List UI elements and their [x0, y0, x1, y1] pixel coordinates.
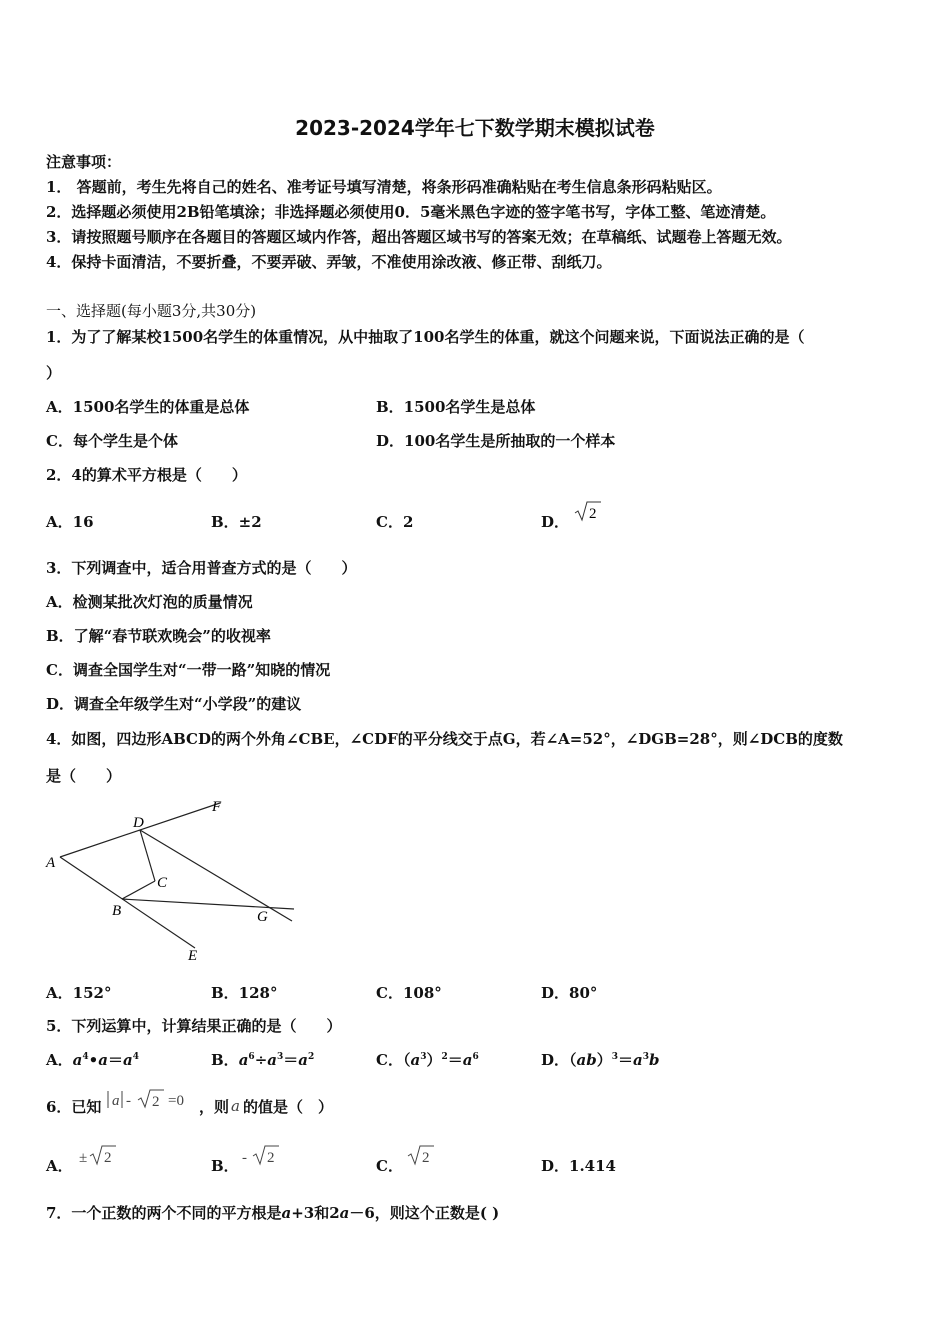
- q2-option-d: D．: [541, 513, 570, 531]
- segment-CB: [122, 881, 155, 899]
- q7-var-1: a: [281, 1204, 292, 1222]
- q4-geometry-figure: [40, 795, 300, 970]
- q5-option-b: B．$a^6\div a^3=a^2$: [211, 1051, 315, 1069]
- q6-b-minus: -: [242, 1150, 247, 1166]
- q6-option-a-math: [78, 1142, 118, 1168]
- q1-stem-end: ）: [46, 364, 62, 382]
- q7-stem-part1: 7．一个正数的两个不同的平方根是: [46, 1204, 282, 1222]
- q5-option-d: D．$(ab)^3=a^3b$: [541, 1051, 660, 1069]
- q1-option-c: C．每个学生是个体: [46, 432, 178, 450]
- label-D: D: [133, 815, 144, 831]
- q6-eq-radicand: 2: [152, 1094, 160, 1110]
- q6-option-a: A．: [46, 1157, 73, 1175]
- q1-stem: 1．为了了解某校1500名学生的体重情况，从中抽取了100名学生的体重，就这个问题来说，下面说法正确的是（: [46, 328, 805, 346]
- notice-heading: 注意事项：: [46, 153, 122, 171]
- q5-stem: 5．下列运算中，计算结果正确的是（ ）: [46, 1017, 342, 1035]
- q1-option-b: B．1500名学生是总体: [376, 398, 536, 416]
- q4-stem: 4．如图，四边形ABCD的两个外角∠CBE，∠CDF的平分线交于点G，若∠A=52°，∠DGB=28°，则∠DCB的度数: [46, 730, 843, 748]
- q2-sqrt2-expression: [573, 499, 603, 523]
- label-A: A: [46, 855, 56, 871]
- q1-option-a: A．1500名学生的体重是总体: [46, 398, 250, 416]
- q7-var-2: a: [339, 1204, 350, 1222]
- q4-option-d: D．80°: [541, 984, 598, 1002]
- q1-option-d: D．100名学生是所抽取的一个样本: [376, 432, 616, 450]
- page-title: 2023-2024学年七下数学期末模拟试卷: [295, 116, 655, 140]
- q2-stem: 2．4的算术平方根是（ ）: [46, 466, 247, 484]
- q6-stem-suffix: ，则: [199, 1098, 230, 1116]
- svg-text:=0: =0: [168, 1093, 184, 1109]
- q7-stem-part3: －6，则这个正数是( ): [349, 1204, 500, 1222]
- q4-option-a: A．152°: [46, 984, 112, 1002]
- q4-stem-end: 是（ ）: [46, 767, 122, 785]
- q6-eq-var: a: [112, 1093, 120, 1109]
- q6-option-c-math: [406, 1142, 438, 1168]
- notice-item-2: 2．选择题必须使用2B铅笔填涂；非选择题必须使用0．5毫米黑色字迹的签字笔书写，字体工整、笔迹清楚。: [46, 203, 776, 221]
- q6-option-c: C．: [376, 1157, 403, 1175]
- q4-option-b: B．128°: [211, 984, 278, 1002]
- q3-option-c: C．调查全国学生对“一带一路”知晓的情况: [46, 661, 331, 679]
- q2-sqrt-radicand: 2: [589, 506, 597, 522]
- q6-b-radicand: 2: [267, 1150, 275, 1166]
- q6-stem-tail: 的值是（ ）: [243, 1098, 334, 1116]
- q5-option-c: C．$(a^3)^2=a^6$: [376, 1051, 479, 1069]
- q6-c-radicand: 2: [422, 1150, 430, 1166]
- q4-option-c: C．108°: [376, 984, 442, 1002]
- q6-a-plusminus: ±: [79, 1150, 88, 1166]
- q3-option-a: A．检测某批次灯泡的质量情况: [46, 593, 253, 611]
- notice-item-1: 1． 答题前，考生先将自己的姓名、准考证号填写清楚，将条形码准确粘贴在考生信息条形码粘贴区。: [46, 178, 722, 196]
- q2-option-c: C．2: [376, 513, 414, 531]
- label-E: E: [188, 948, 198, 964]
- q3-option-b: B．了解“春节联欢晚会”的收视率: [46, 627, 271, 645]
- q5-option-a: A．$a^4•a=a^4$: [46, 1051, 139, 1069]
- section-heading: 一、选择题(每小题3分,共30分): [46, 302, 257, 320]
- q6-option-d: D．1.414: [541, 1157, 616, 1175]
- q6-option-b-math: [240, 1142, 282, 1168]
- label-B: B: [112, 903, 122, 919]
- q2-option-a: A．16: [46, 513, 94, 531]
- q5-option-c-label: C．: [376, 1051, 403, 1069]
- notice-item-3: 3．请按照题号顺序在各题目的答题区域内作答，超出答题区域书写的答案无效；在草稿纸、试题卷上答题无效。: [46, 228, 792, 246]
- svg-text:-: -: [126, 1093, 131, 1109]
- q7-stem-part2: +3和2: [291, 1204, 340, 1222]
- label-C: C: [157, 875, 168, 891]
- label-G: G: [257, 909, 268, 925]
- q5-option-d-label: D．: [541, 1051, 570, 1069]
- line-BG: [122, 899, 294, 909]
- q6-stem-prefix: 6．已知: [46, 1098, 102, 1116]
- q7-stem: [46, 1203, 499, 1223]
- q3-stem: 3．下列调查中，适合用普查方式的是（ ）: [46, 559, 357, 577]
- label-F: F: [212, 799, 222, 815]
- q3-option-d: D．调查全年级学生对“小学段”的建议: [46, 695, 302, 713]
- q6-variable: a: [231, 1097, 240, 1115]
- q6-equation: [104, 1086, 200, 1114]
- q5-option-a-label: A．: [46, 1051, 73, 1069]
- q5-option-b-label: B．: [211, 1051, 239, 1069]
- q2-option-b: B．±2: [211, 513, 262, 531]
- q6-option-b: B．: [211, 1157, 239, 1175]
- q6-a-radicand: 2: [104, 1150, 112, 1166]
- notice-item-4: 4．保持卡面清洁，不要折叠，不要弄破、弄皱，不准使用涂改液、修正带、刮纸刀。: [46, 253, 612, 271]
